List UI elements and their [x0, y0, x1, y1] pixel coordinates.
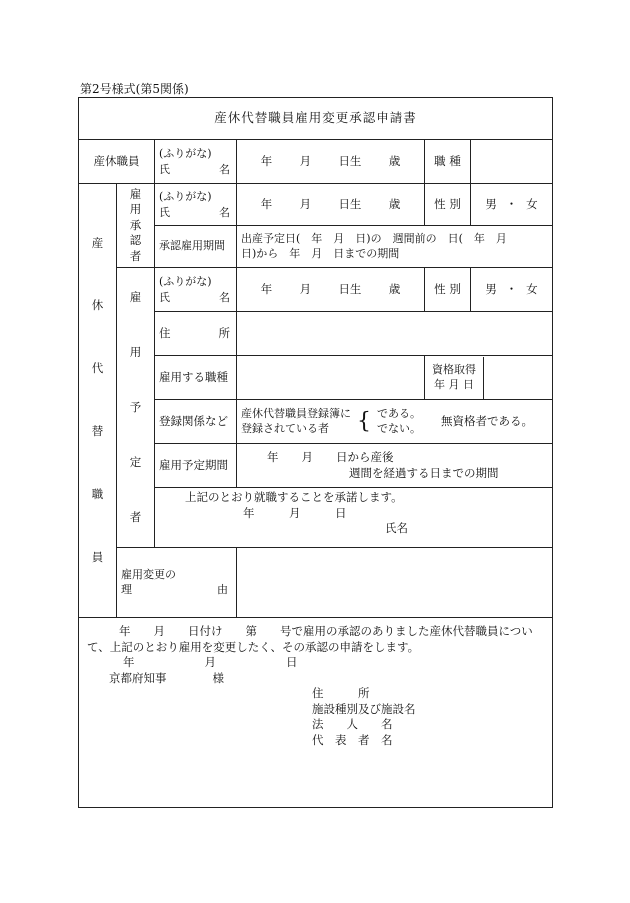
change-reason-field[interactable] — [237, 548, 553, 618]
birthdate-field[interactable]: 年 月 日生 歳 — [237, 184, 425, 226]
address-label: 住 所 — [155, 312, 237, 356]
birthdate-field[interactable]: 年 月 日生 歳 — [237, 140, 425, 184]
change-reason-label: 雇用変更の 理 由 — [117, 548, 237, 618]
governor-addressee: 京都府知事 様 — [109, 670, 224, 685]
brace-icon: { — [357, 408, 371, 434]
application-form — [78, 97, 553, 808]
form-number: 第2号様式(第5関係) — [80, 82, 189, 96]
qualification-date-cell: 資格取得 年 月 日 — [425, 356, 553, 400]
shokushu-field[interactable] — [471, 140, 553, 184]
qualification-date-field[interactable] — [484, 357, 552, 399]
approved-period-field[interactable]: 出産予定日( 年 月 日)の 週間前の 日( 年 月 日)から 年 月 日までの期間 — [237, 226, 553, 268]
applicant-facility[interactable]: 施設種別及び施設名 — [312, 701, 416, 716]
registration-field[interactable]: 産休代替職員登録簿に 登録されている者 { である。 でない。 無資格者である。 — [237, 400, 553, 444]
sankyu-staff-label: 産休職員 — [79, 140, 155, 184]
planned-period-label: 雇用予定期間 — [155, 444, 237, 488]
qualification-date-label: 資格取得 — [432, 362, 476, 376]
sex-label: 性 別 — [425, 184, 471, 226]
birthdate-field[interactable]: 年 月 日生 歳 — [237, 268, 425, 312]
sex-label: 性 別 — [425, 268, 471, 312]
consent-cell[interactable]: 上記のとおり就職することを承諾します。 年 月 日 氏名 — [155, 488, 553, 548]
side-label-approved: 雇 用 承 認 者 — [117, 184, 155, 268]
position-hired-label: 雇用する職種 — [155, 356, 237, 400]
form-title: 産休代替職員雇用変更承認申請書 — [79, 98, 553, 140]
furigana-name-label: (ふりがな) 氏 名 — [155, 184, 237, 226]
side-label-planned: 雇 用 予 定 者 — [117, 268, 155, 548]
position-hired-field[interactable] — [237, 356, 425, 400]
address-field[interactable] — [237, 312, 553, 356]
applicant-address[interactable]: 住 所 — [312, 686, 370, 701]
sex-field[interactable]: 男 ・ 女 — [471, 184, 553, 226]
option-registered[interactable]: である。 — [377, 407, 421, 421]
shokushu-label: 職 種 — [425, 140, 471, 184]
registration-label: 登録関係など — [155, 400, 237, 444]
side-label-sankyu-daigae: 産 休 代 替 職 員 — [79, 184, 117, 618]
option-not-registered[interactable]: でない。 — [377, 421, 421, 435]
furigana-name-label: (ふりがな) 氏 名 — [155, 140, 237, 184]
application-statement: 年 月 日付け 第 号で雇用の承認のありました産休代替職員につい て、上記のとおり雇用を変更したく、その承認の申請をします。 年 月 日 京都府知事 様 住 所 施設種別及び施設名 法 人 名 代 表 者 名 — [79, 618, 553, 808]
planned-period-field[interactable]: 年 月 日から産後 週間を経過する日までの期間 — [237, 444, 553, 488]
applicant-corporation[interactable]: 法 人 名 — [312, 717, 393, 732]
option-unqualified[interactable]: 無資格者である。 — [441, 413, 533, 428]
furigana-name-label: (ふりがな) 氏 名 — [155, 268, 237, 312]
applicant-representative[interactable]: 代 表 者 名 — [312, 732, 393, 747]
approved-period-label: 承認雇用期間 — [155, 226, 237, 268]
sex-field[interactable]: 男 ・ 女 — [471, 268, 553, 312]
